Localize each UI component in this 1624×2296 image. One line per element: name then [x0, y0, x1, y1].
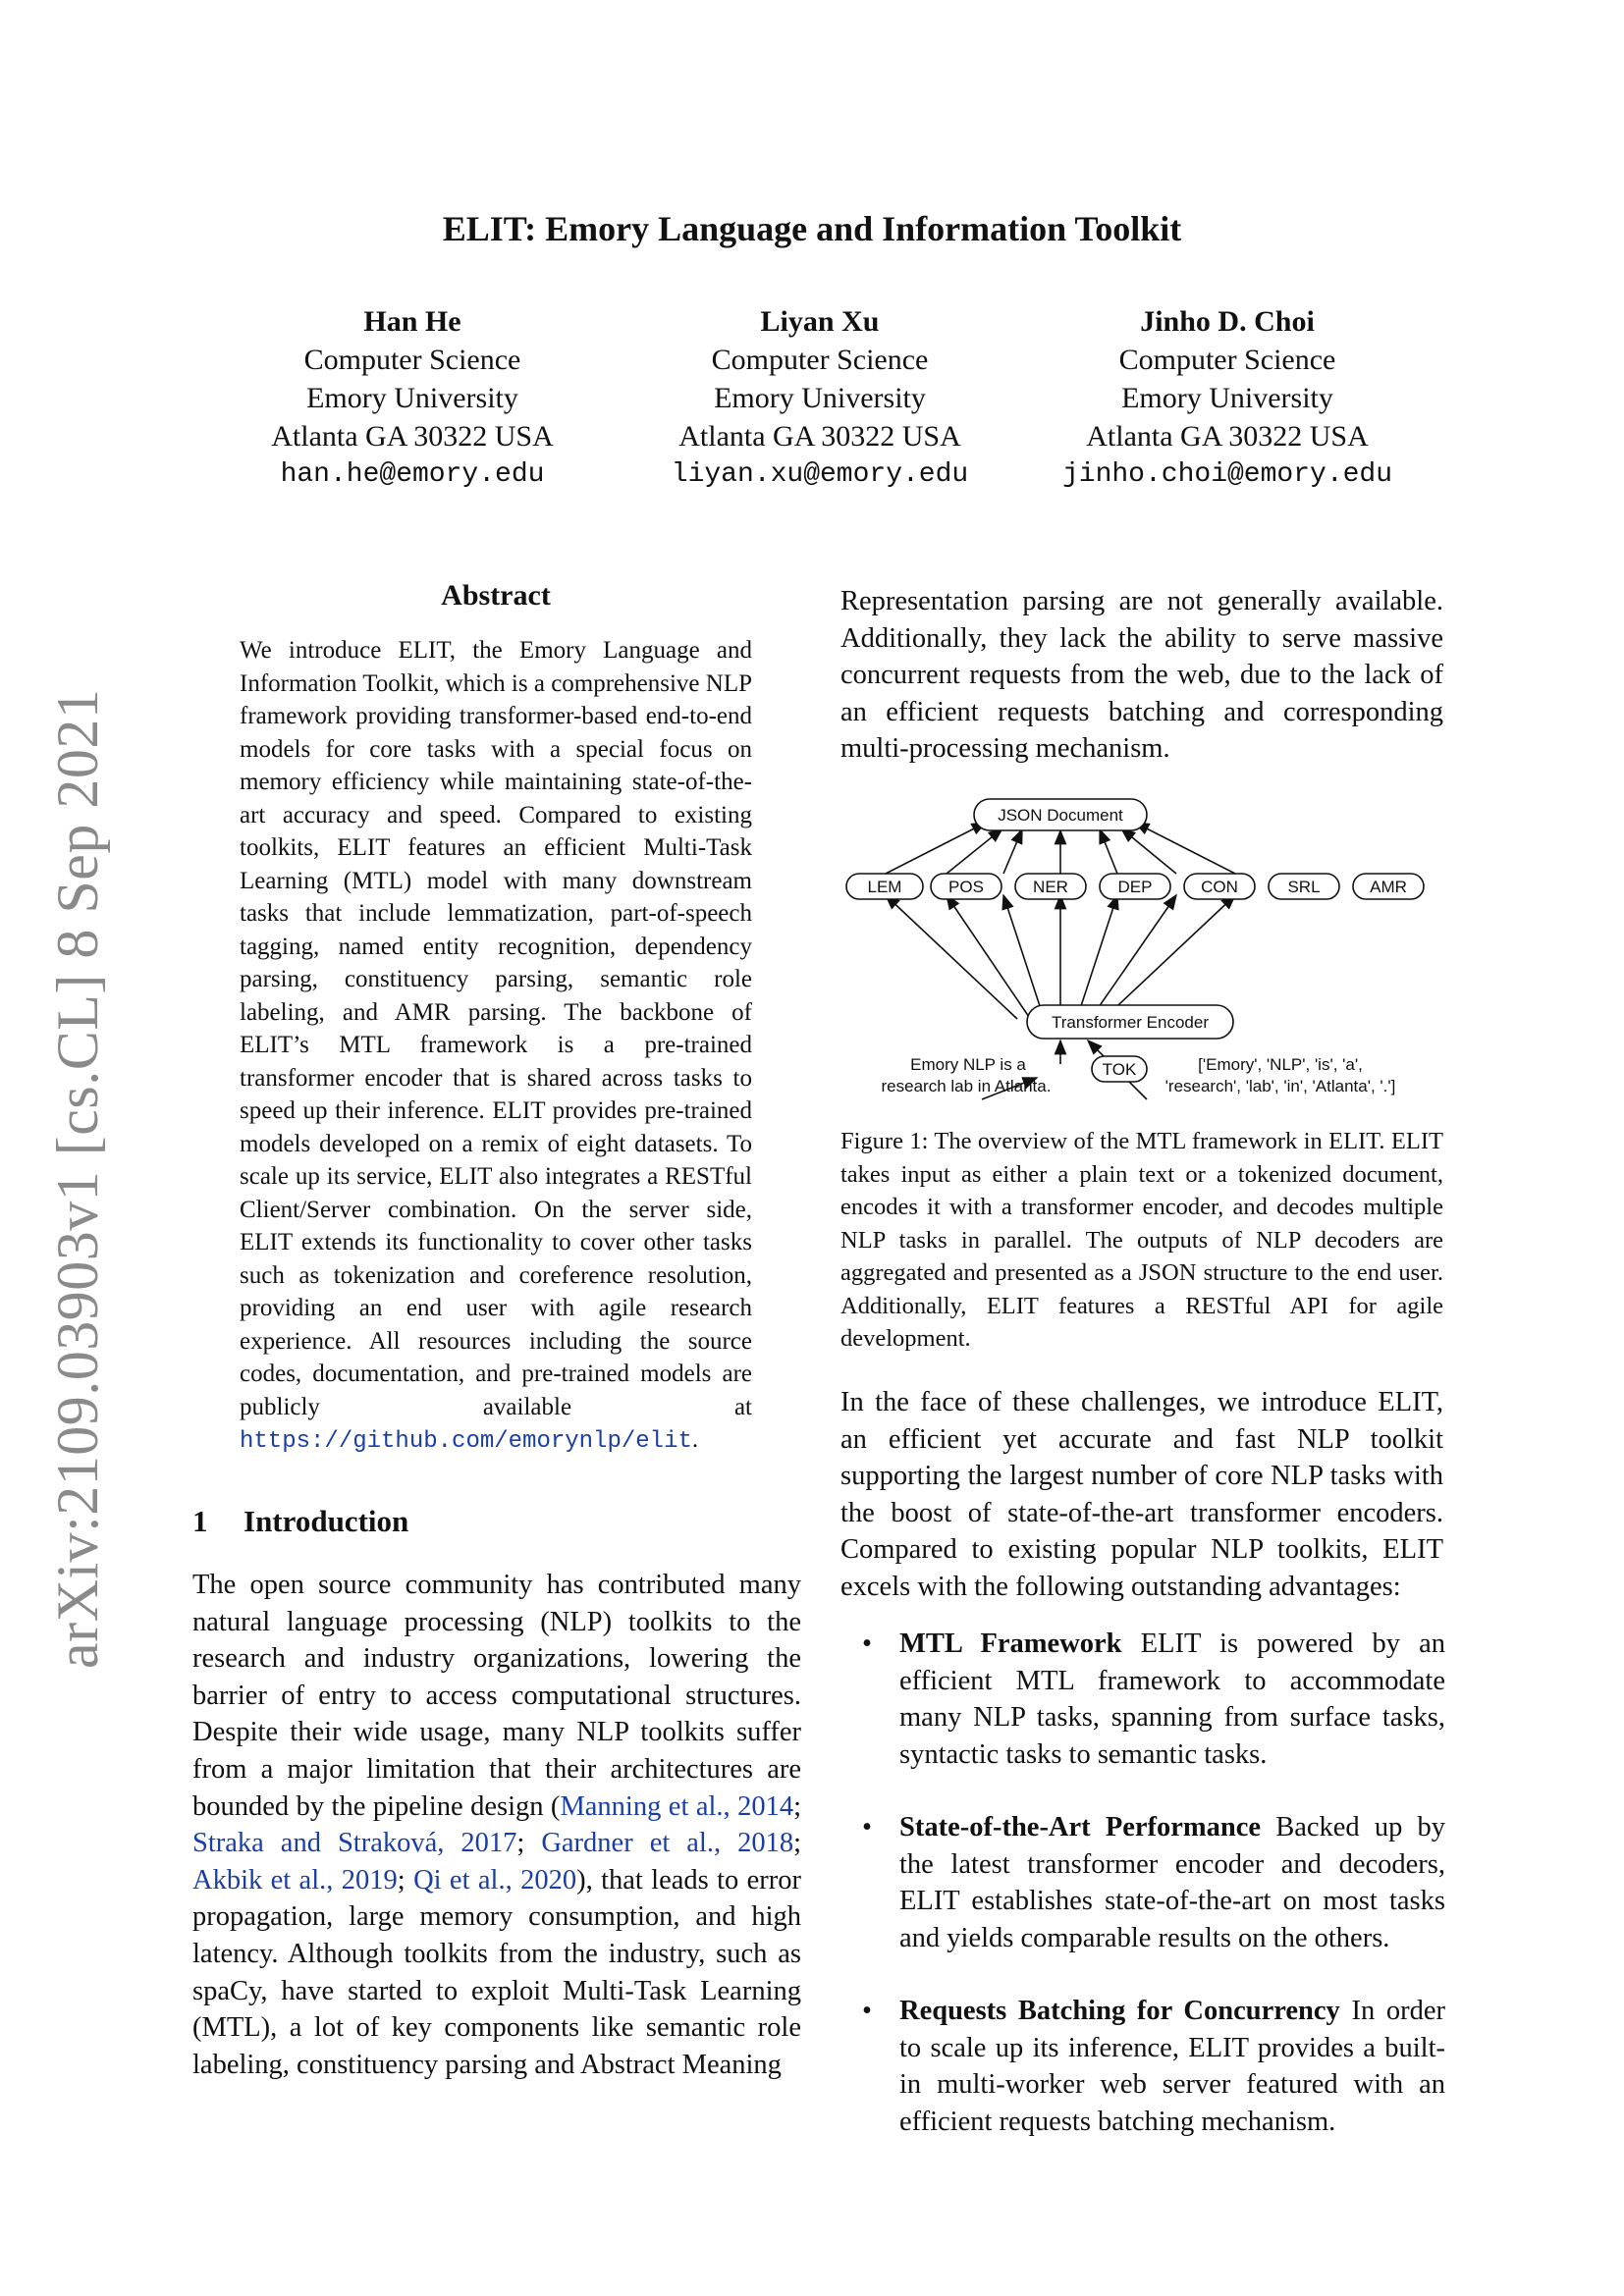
github-link[interactable]: https://github.com/emorynlp/elit [240, 1428, 692, 1455]
section-title: Introduction [244, 1504, 409, 1538]
author-dept: Computer Science [1118, 344, 1336, 376]
author-block [196, 302, 628, 494]
author-email[interactable]: jinho.choi@emory.edu [1061, 459, 1393, 490]
author-dept: Computer Science [303, 344, 521, 376]
paper-title: ELIT: Emory Language and Information Toolkit [442, 209, 1182, 248]
section-number: 1 [192, 1504, 208, 1538]
task-label: LEM [867, 878, 902, 896]
list-item: • State-of-the-Art Performance Backed up by the latest transformer encoder and decoders, ELIT establishes state-of-the-art on most tasks and yields comparable results on the others. [862, 1812, 1445, 1953]
citation-link[interactable]: Manning et al., 2014 [560, 1790, 794, 1822]
arxiv-identifier: arXiv:2109.03903v1 [cs.CL] 8 Sep 2021 [45, 688, 110, 1669]
tokens-line: ['Emory', 'NLP', 'is', 'a', [1198, 1055, 1363, 1074]
citation-link[interactable]: Gardner et al., 2018 [541, 1828, 794, 1859]
author-address: Atlanta GA 30322 USA [678, 420, 961, 453]
section-heading [192, 1504, 801, 1539]
author-univ: Emory University [306, 382, 518, 414]
citation-link[interactable]: Akbik et al., 2019 [192, 1864, 398, 1896]
author-email[interactable]: liyan.xu@emory.edu [671, 459, 969, 490]
tok-label: TOK [1102, 1060, 1137, 1079]
author-block [1011, 302, 1443, 494]
input-text-line: research lab in Atlanta. [881, 1077, 1052, 1095]
abstract-body: We introduce ELIT, the Emory Language and Information Toolkit, which is a comprehensive NLP framework providing transformer-based end-to-end models for core tasks with a special focus on memory efficiency while maintaining state-of-the-art accuracy and speed. Compared to existing toolkits, ELIT features an efficient Multi-Task Learning (MTL) model with many downstream tasks that include lemmatization, part-of-speech tagging, named entity recognition, dependency parsing, constituency parsing, semantic role labeling, and AMR parsing. The backbone of ELIT’s MTL framework is a pre-trained transformer encoder that is shared across tasks to speed up their inference. ELIT provides pre-trained models developed on a remix of eight datasets. To scale up its service, ELIT also integrates a RESTful Client/Server combination. On the server side, ELIT extends its functionality to cover other tasks such as tokenization and coreference resolution, providing an end user with agile research experience. All resources including the source codes, documentation, and pre-trained models are publicly available at https://github.com/emorynlp/elit. [240, 637, 752, 1455]
tokens-line: 'research', 'lab', 'in', 'Atlanta', '.'] [1164, 1077, 1396, 1095]
intro-paragraph: The open source community has contributed many natural language processing (NLP) toolkits to the research and industry organizations, lowering the barrier of entry to access computational structures. Despite their wide usage, many NLP toolkits suffer from a major limitation that their architectures are bounded by the pipeline design (Manning et al., 2014; Straka and Straková, 2017; Gardner et al., 2018; Akbik et al., 2019; Qi et al., 2020), that leads to error propagation, large memory consumption, and high latency. Although toolkits from the industry, such as spaCy, have started to exploit Multi-Task Learning (MTL), a lot of key components like semantic role labeling, constituency parsing and Abstract Meaning [192, 1570, 802, 2080]
author-name: Han He [363, 305, 461, 338]
task-label: SRL [1287, 878, 1321, 896]
author-univ: Emory University [1121, 382, 1333, 414]
list-item: • MTL Framework ELIT is powered by an efficient MTL framework to accommodate many NLP tasks, spanning from surface tasks, syntactic tasks to semantic tasks. [862, 1629, 1445, 1770]
author-dept: Computer Science [711, 344, 929, 376]
intro-paragraph-2: In the face of these challenges, we introduce ELIT, an efficient yet accurate and fast NLP toolkit supporting the largest number of core NLP tasks with the boost of state-of-the-art transformer encoders. Compared to existing popular NLP toolkits, ELIT excels with the following outstanding advantages: [840, 1387, 1443, 1602]
author-univ: Emory University [714, 382, 926, 414]
author-email[interactable]: han.he@emory.edu [280, 459, 545, 490]
task-label: CON [1201, 878, 1238, 896]
author-name: Jinho D. Choi [1140, 305, 1315, 338]
abstract-heading: Abstract [441, 579, 551, 612]
author-name: Liyan Xu [760, 305, 880, 338]
citation-link[interactable]: Qi et al., 2020 [413, 1864, 577, 1896]
list-item: • Requests Batching for Concurrency In order to scale up its inference, ELIT provides a built-in multi-worker web server featured with an efficient requests batching mechanism. [862, 1996, 1445, 2137]
task-label: AMR [1370, 878, 1407, 896]
encoder-label: Transformer Encoder [1052, 1013, 1209, 1032]
advantages-list [856, 1626, 1445, 2176]
json-document-label: JSON Document [998, 806, 1123, 825]
figure-caption: Figure 1: The overview of the MTL framework in ELIT. ELIT takes input as either a plain text or a tokenized document, encodes it with a transformer encoder, and decodes multiple NLP tasks in parallel. The outputs of NLP decoders are aggregated and presented as a JSON structure to the end user. Additionally, ELIT features a RESTful API for agile development. [840, 1128, 1443, 1352]
author-block [604, 302, 1036, 494]
author-address: Atlanta GA 30322 USA [1086, 420, 1369, 453]
mtl-framework-figure [840, 793, 1449, 1107]
author-address: Atlanta GA 30322 USA [271, 420, 554, 453]
input-text-line: Emory NLP is a [910, 1055, 1026, 1074]
citation-link[interactable]: Straka and Straková, 2017 [192, 1828, 517, 1859]
task-label: DEP [1117, 878, 1153, 896]
abstract-text: We introduce ELIT, the Emory Language and Information Toolkit, which is a comprehensive NLP framework providing transformer-based end-to-end models for core tasks with a special focus on memory efficiency while maintaining state-of-the-art accuracy and speed. Compared to existing toolkits, ELIT features an efficient Multi-Task Learning (MTL) model with many downstream tasks that include lemmatization, part-of-speech tagging, named entity recognition, dependency parsing, constituency parsing, semantic role labeling, and AMR parsing. The backbone of ELIT’s MTL framework is a pre-trained transformer encoder that is shared across tasks to speed up their inference. ELIT provides pre-trained models developed on a remix of eight datasets. To scale up its service, ELIT also integrates a RESTful Client/Server combination. On the server side, ELIT extends its functionality to cover other tasks such as tokenization and coreference resolution, providing an end user with agile research experience. All resources including the source codes, documentation, and pre-trained models are publicly available at [240, 637, 752, 1420]
intro-paragraph-continued: Representation parsing are not generally available. Additionally, they lack the ability to serve massive concurrent requests from the web, due to the lack of an efficient requests batching and corresponding multi-processing mechanism. [840, 586, 1443, 764]
task-label: NER [1033, 878, 1068, 896]
task-label: POS [948, 878, 984, 896]
